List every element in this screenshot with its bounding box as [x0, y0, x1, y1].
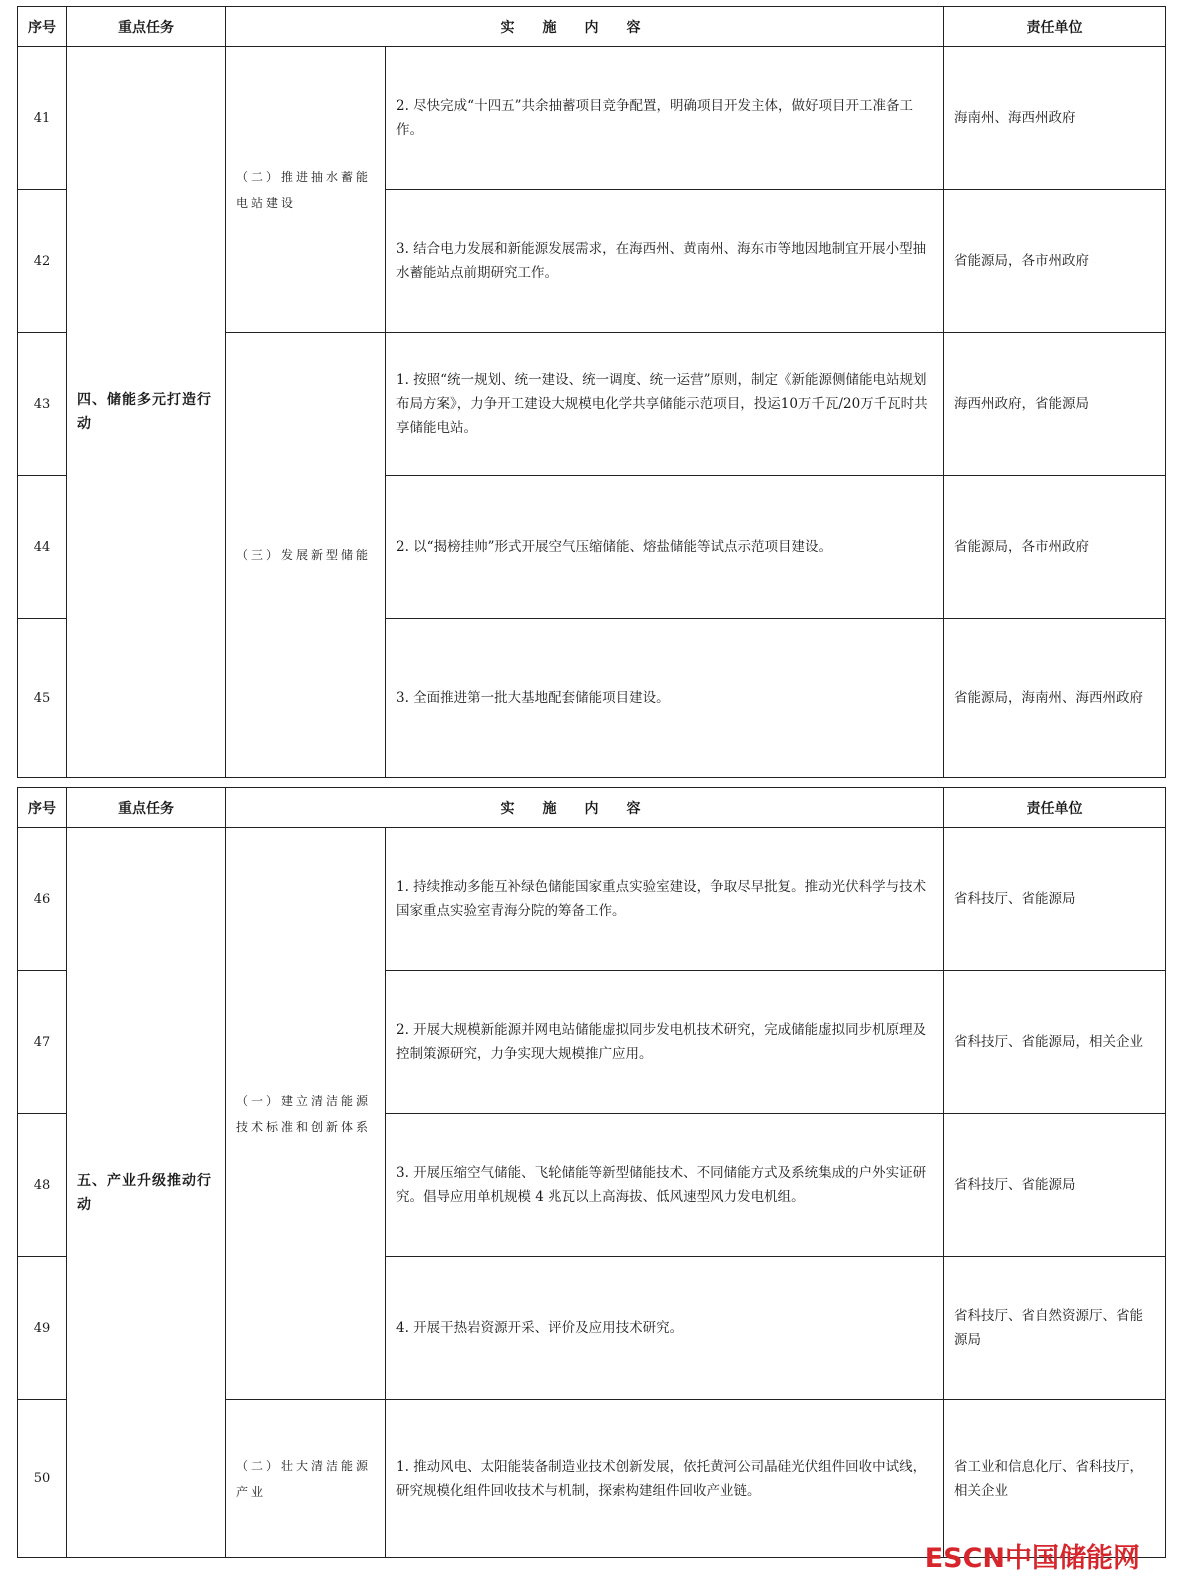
header-content: [226, 7, 944, 47]
row-number: 43: [18, 333, 67, 476]
content-cell: 3. 全面推进第一批大基地配套储能项目建设。: [386, 619, 944, 778]
table-part-2: [17, 787, 1166, 1558]
key-task: 四、储能多元打造行动: [67, 47, 226, 778]
content-cell: 3. 开展压缩空气储能、飞轮储能等新型储能技术、不同储能方式及系统集成的户外实证研究。倡导应用单机规模 4 兆瓦以上高海拔、低风速型风力发电机组。: [386, 1114, 944, 1257]
header-seq: 序号: [18, 7, 67, 47]
content-cell: 1. 按照“统一规划、统一建设、统一调度、统一运营”原则，制定《新能源侧储能电站规划布局方案》，力争开工建设大规模电化学共享储能示范项目，投运10万千瓦/20万千瓦时共享储能电站。: [386, 333, 944, 476]
content-cell: 2. 尽快完成“十四五”共余抽蓄项目竞争配置，明确项目开发主体，做好项目开工准备工作。: [386, 47, 944, 190]
content-cell: 4. 开展干热岩资源开采、评价及应用技术研究。: [386, 1257, 944, 1400]
table-header-row: [18, 788, 1166, 828]
row-number: 41: [18, 47, 67, 190]
content-cell: 2. 以“揭榜挂帅”形式开展空气压缩储能、熔盐储能等试点示范项目建设。: [386, 476, 944, 619]
site-watermark: ESCN中国储能网: [924, 1543, 1140, 1574]
sub-task: （三）发展新型储能: [226, 333, 386, 778]
content-cell: 1. 推动风电、太阳能装备制造业技术创新发展，依托黄河公司晶硅光伏组件回收中试线，研究规模化组件回收技术与机制，探索构建组件回收产业链。: [386, 1400, 944, 1558]
header-unit: 责任单位: [944, 788, 1166, 828]
row-number: 44: [18, 476, 67, 619]
content-cell: 3. 结合电力发展和新能源发展需求，在海西州、黄南州、海东市等地因地制宜开展小型抽水蓄能站点前期研究工作。: [386, 190, 944, 333]
sub-task: （二）壮大清洁能源产业: [226, 1400, 386, 1558]
header-unit: 责任单位: [944, 7, 1166, 47]
sub-task: （二）推进抽水蓄能电站建设: [226, 47, 386, 333]
unit-cell: 省能源局，海南州、海西州政府: [944, 619, 1166, 778]
row-number: 45: [18, 619, 67, 778]
table-header-row: [18, 7, 1166, 47]
unit-cell: 省科技厅、省能源局: [944, 828, 1166, 971]
row-number: 48: [18, 1114, 67, 1257]
header-task: 重点任务: [67, 7, 226, 47]
table-row: [18, 828, 1166, 971]
unit-cell: 省能源局，各市州政府: [944, 190, 1166, 333]
header-content-label: 实施内容: [500, 800, 669, 817]
header-content-label: 实施内容: [500, 19, 669, 36]
header-task: 重点任务: [67, 788, 226, 828]
unit-cell: 省工业和信息化厅、省科技厅，相关企业: [944, 1400, 1166, 1558]
table-part-1: [17, 6, 1166, 778]
row-number: 50: [18, 1400, 67, 1558]
unit-cell: 省科技厅、省能源局，相关企业: [944, 971, 1166, 1114]
key-task: 五、产业升级推动行动: [67, 828, 226, 1558]
unit-cell: 省能源局，各市州政府: [944, 476, 1166, 619]
sub-task: （一）建立清洁能源技术标准和创新体系: [226, 828, 386, 1400]
content-cell: 1. 持续推动多能互补绿色储能国家重点实验室建设，争取尽早批复。推动光伏科学与技术国家重点实验室青海分院的筹备工作。: [386, 828, 944, 971]
row-number: 42: [18, 190, 67, 333]
unit-cell: 海南州、海西州政府: [944, 47, 1166, 190]
unit-cell: 省科技厅、省自然资源厅、省能源局: [944, 1257, 1166, 1400]
row-number: 47: [18, 971, 67, 1114]
row-number: 49: [18, 1257, 67, 1400]
unit-cell: 省科技厅、省能源局: [944, 1114, 1166, 1257]
header-content: [226, 788, 944, 828]
row-number: 46: [18, 828, 67, 971]
content-cell: 2. 开展大规模新能源并网电站储能虚拟同步发电机技术研究，完成储能虚拟同步机原理及控制策源研究，力争实现大规模推广应用。: [386, 971, 944, 1114]
header-seq: 序号: [18, 788, 67, 828]
table-row: [18, 47, 1166, 190]
unit-cell: 海西州政府，省能源局: [944, 333, 1166, 476]
